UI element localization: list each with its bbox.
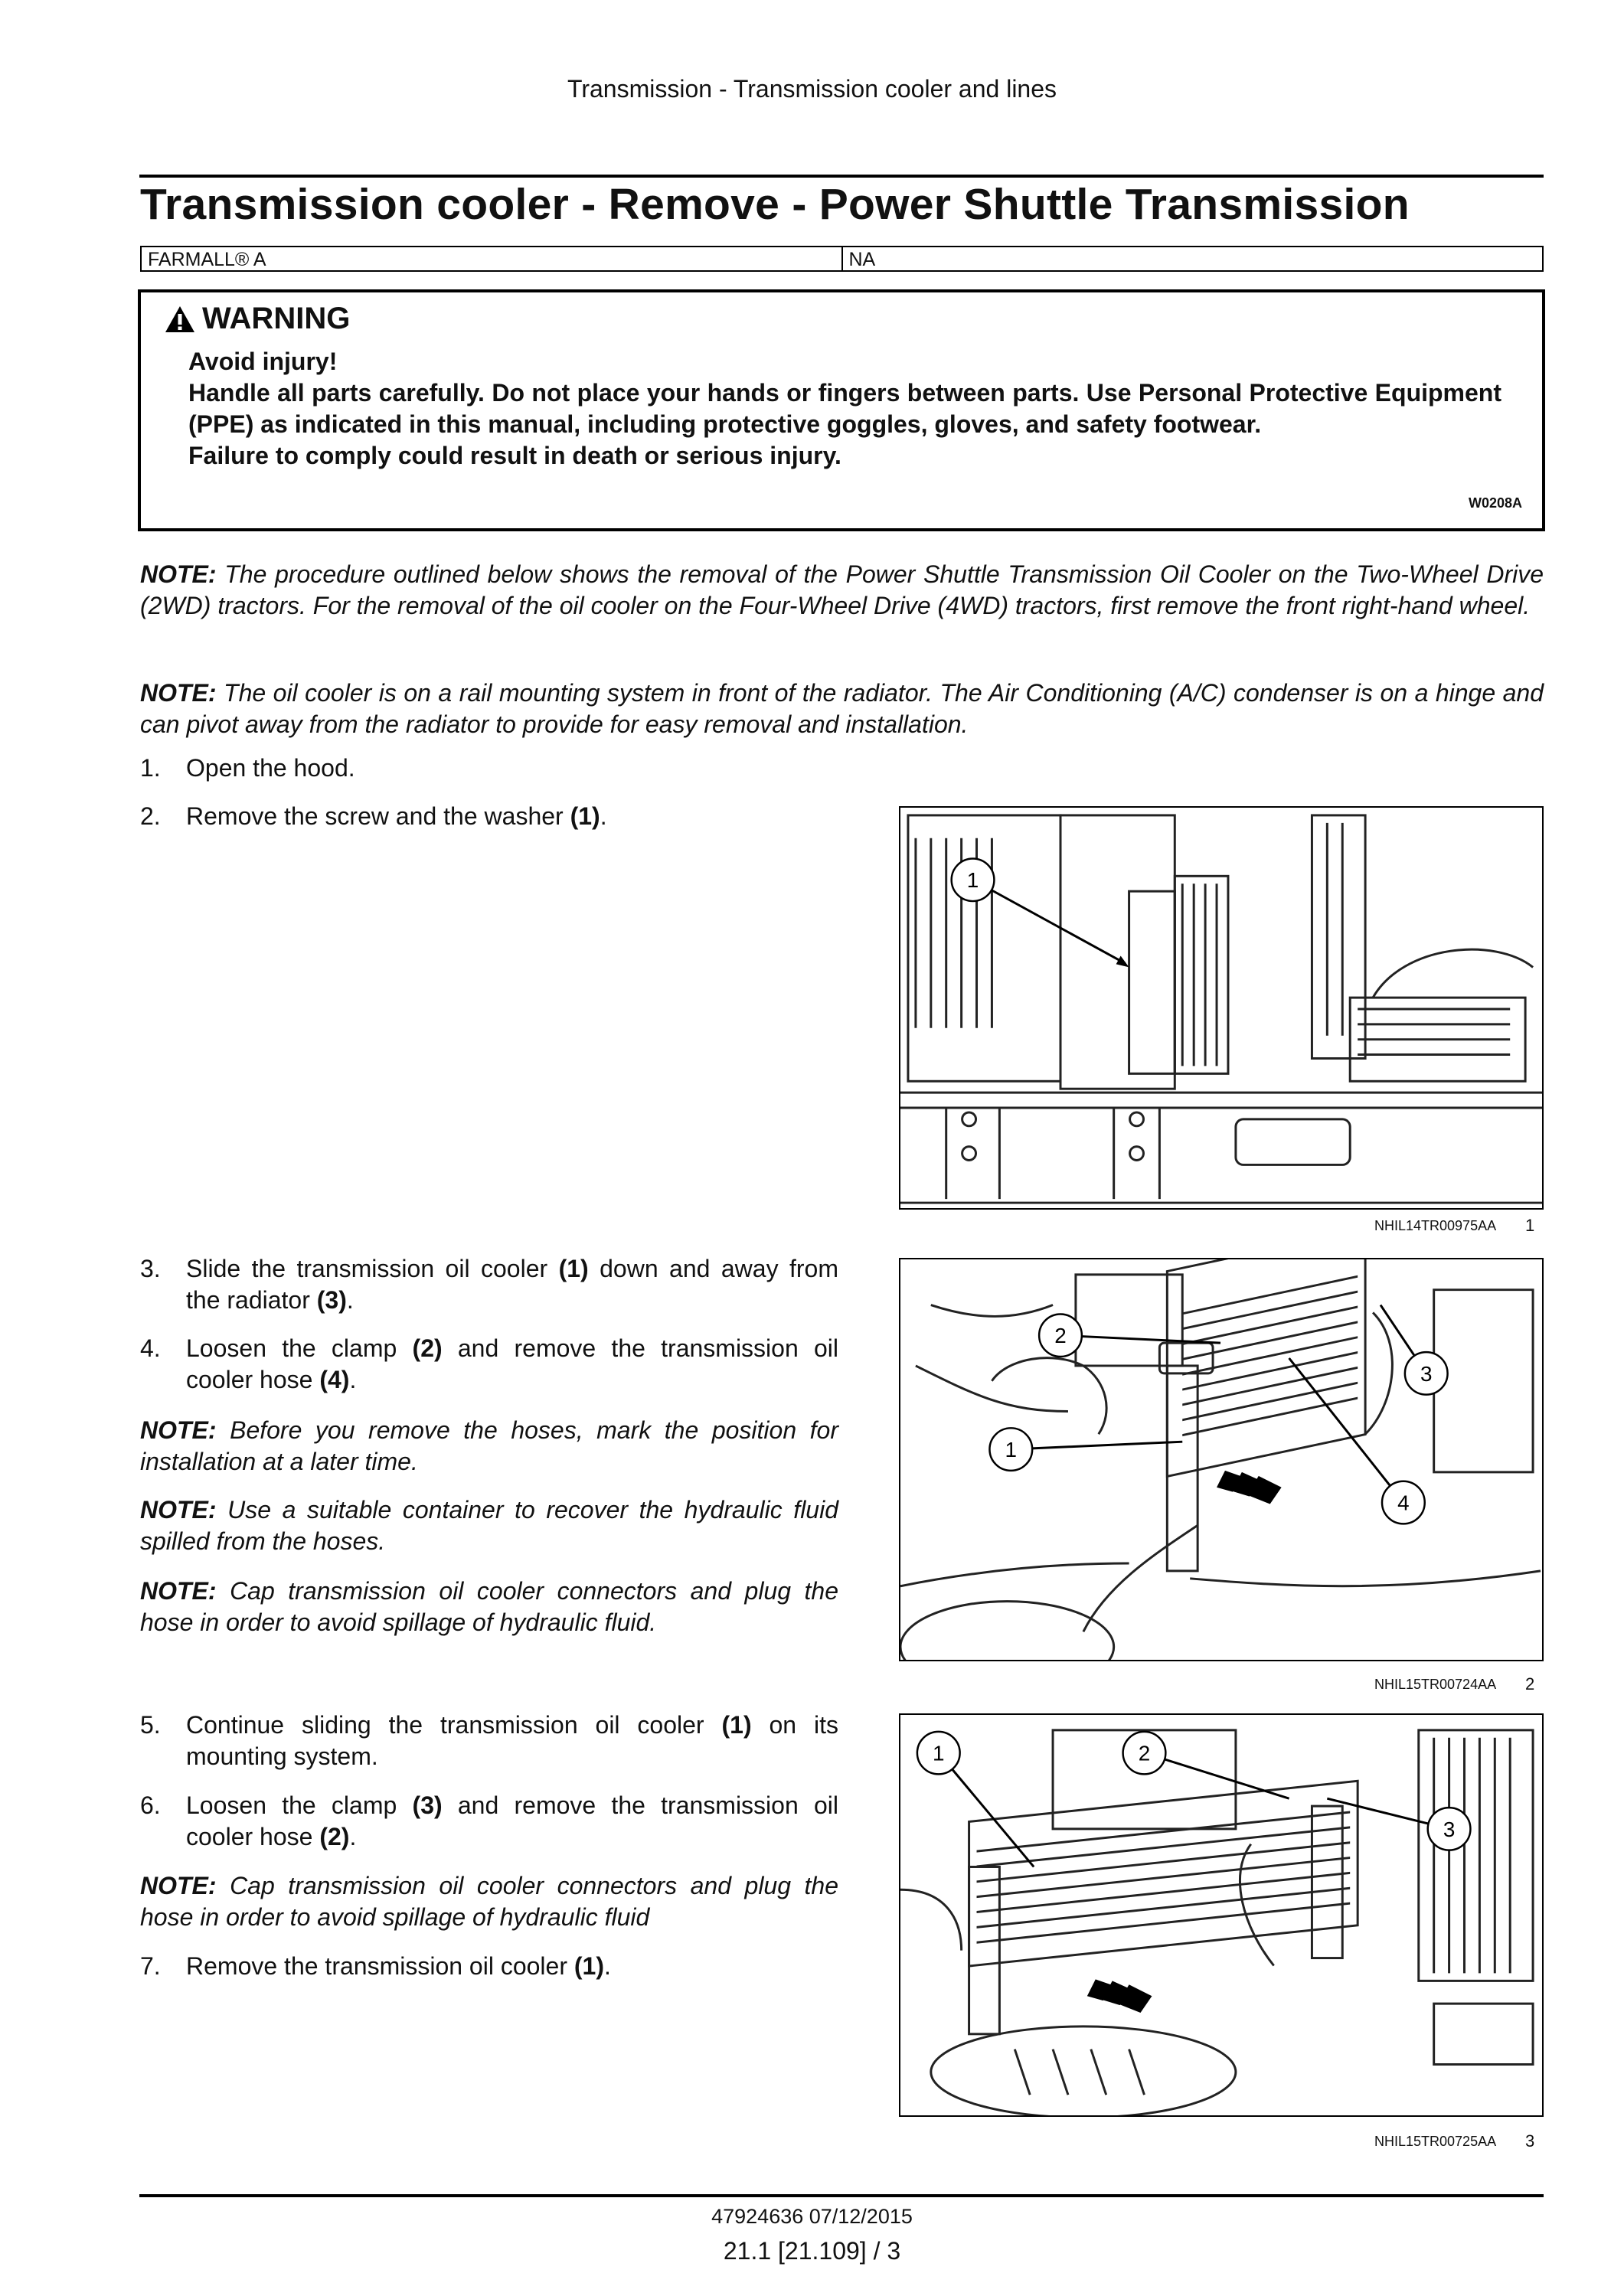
step-number: 1. xyxy=(140,754,161,782)
step-number: 2. xyxy=(140,802,161,830)
step-number: 3. xyxy=(140,1255,161,1282)
note-3 xyxy=(140,1415,838,1478)
figure-3-number: 3 xyxy=(1525,2131,1535,2151)
step-text: Slide the transmission oil cooler (1) down and away from the radiator (3). xyxy=(186,1255,839,1314)
figure-2-callout-1: 1 xyxy=(1005,1438,1018,1462)
note-5 xyxy=(140,1576,838,1638)
figure-3-caption: NHIL15TR00725AA xyxy=(1374,2134,1497,2149)
note-1 xyxy=(140,559,1544,622)
note-label: NOTE: xyxy=(140,1496,217,1524)
figure-3-callout-3: 3 xyxy=(1443,1817,1456,1841)
note-label: NOTE: xyxy=(140,1577,217,1605)
step-number: 7. xyxy=(140,1952,161,1980)
warning-box xyxy=(138,289,1545,531)
warning-line-2: Handle all parts carefully. Do not place your hands or fingers between parts. Use Personal Protective Equipment (PPE) as indicated in this manual, including protective goggles, gloves, and safety footwear. xyxy=(188,379,1501,438)
note-text: Before you remove the hoses, mark the position for installation at a later time. xyxy=(140,1416,839,1475)
footer-doc-code: 47924636 07/12/2015 xyxy=(711,2205,913,2228)
note-text: Use a suitable container to recover the hydraulic fluid spilled from the hoses. xyxy=(140,1496,839,1555)
region-cell: NA xyxy=(841,247,1543,270)
footer-rule xyxy=(139,2194,1544,2197)
step-5 xyxy=(140,1710,838,1772)
figure-2-callout-4: 4 xyxy=(1397,1491,1410,1515)
note-label: NOTE: xyxy=(140,1872,217,1899)
note-label: NOTE: xyxy=(140,679,217,707)
step-text: Remove the screw and the washer (1). xyxy=(186,802,607,830)
figure-2-number: 2 xyxy=(1525,1674,1535,1693)
step-number: 6. xyxy=(140,1791,161,1819)
note-6 xyxy=(140,1870,838,1933)
note-text: The oil cooler is on a rail mounting system in front of the radiator. The Air Conditioning (A/C) condenser is on a hinge and can pivot away from the radiator to provide for easy removal and installation. xyxy=(140,679,1544,738)
warning-triangle-icon xyxy=(164,305,196,334)
note-text: Cap transmission oil cooler connectors and plug the hose in order to avoid spillage of hydraulic fluid xyxy=(140,1872,839,1931)
step-number: 4. xyxy=(140,1334,161,1362)
figure-1-number: 1 xyxy=(1525,1216,1535,1235)
section-title: Transmission cooler - Remove - Power Shuttle Transmission xyxy=(140,180,1410,229)
note-4 xyxy=(140,1494,838,1557)
note-text: Cap transmission oil cooler connectors and plug the hose in order to avoid spillage of hydraulic fluid. xyxy=(140,1577,839,1636)
warning-title-text: WARNING xyxy=(202,302,351,335)
figure-2-callout-2: 2 xyxy=(1054,1324,1067,1348)
figure-2-illustration xyxy=(899,1258,1544,1661)
note-label: NOTE: xyxy=(140,560,217,588)
running-header: Transmission - Transmission cooler and lines xyxy=(567,75,1057,103)
figure-1-callout-1: 1 xyxy=(966,868,979,893)
warning-body xyxy=(188,346,1501,472)
step-7 xyxy=(140,1951,838,1982)
model-table xyxy=(140,246,1544,272)
warning-title xyxy=(164,302,350,336)
figure-1-illustration xyxy=(899,806,1544,1210)
warning-line-1: Avoid injury! xyxy=(188,348,338,375)
figure-3-callout-2: 2 xyxy=(1138,1741,1151,1765)
figure-2-caption: NHIL15TR00724AA xyxy=(1374,1677,1497,1692)
step-text: Loosen the clamp (3) and remove the transmission oil cooler hose (2). xyxy=(186,1791,839,1850)
note-2 xyxy=(140,678,1544,740)
figure-3-illustration xyxy=(899,1713,1544,2117)
step-text: Remove the transmission oil cooler (1). xyxy=(186,1952,611,1980)
step-2 xyxy=(140,801,829,832)
step-text: Open the hood. xyxy=(186,754,355,782)
step-number: 5. xyxy=(140,1711,161,1739)
step-3 xyxy=(140,1253,838,1316)
figure-2-callout-3: 3 xyxy=(1420,1361,1433,1386)
step-text: Continue sliding the transmission oil cooler (1) on its mounting system. xyxy=(186,1711,839,1770)
note-text: The procedure outlined below shows the removal of the Power Shuttle Transmission Oil Cooler on the Two-Wheel Drive (2WD) tractors. For the removal of the oil cooler on the Four-Wheel Drive (4WD) tractors, first remove the front right-hand wheel. xyxy=(140,560,1544,619)
step-text: Loosen the clamp (2) and remove the transmission oil cooler hose (4). xyxy=(186,1334,839,1393)
model-cell: FARMALL® A xyxy=(148,249,266,270)
figure-1-caption: NHIL14TR00975AA xyxy=(1374,1218,1497,1233)
figure-3-callout-1: 1 xyxy=(933,1741,945,1765)
step-1 xyxy=(140,753,829,784)
warning-code: W0208A xyxy=(1468,495,1522,511)
top-rule xyxy=(139,175,1544,178)
note-label: NOTE: xyxy=(140,1416,217,1444)
warning-line-3: Failure to comply could result in death or serious injury. xyxy=(188,442,841,469)
step-6 xyxy=(140,1790,838,1853)
footer-page-number: 21.1 [21.109] / 3 xyxy=(723,2237,901,2265)
step-4 xyxy=(140,1333,838,1396)
